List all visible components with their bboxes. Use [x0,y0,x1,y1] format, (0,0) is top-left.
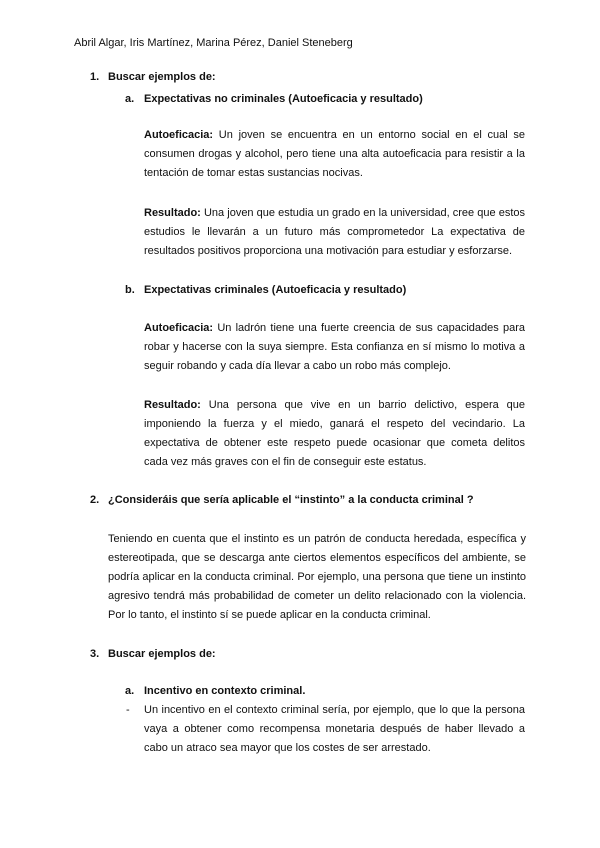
section-1b-title: Expectativas criminales (Autoeficacia y resultado) [144,284,407,296]
section-1a-title: Expectativas no criminales (Autoeficacia y resultado) [144,93,423,105]
section-1-title: Buscar ejemplos de: [108,71,216,83]
autoeficacia-text: Un ladrón tiene una fuerte creencia de sus capacidades para robar y hacerse con la suya siempre. Esta confianza en sí mismo lo motiva a seguir robando y cada día llevar a cabo un robo más complejo. [144,322,525,372]
section-1b-resultado-paragraph [144,396,525,472]
section-1b-autoeficacia-paragraph [144,319,525,376]
section-3a-paragraph: Un incentivo en el contexto criminal sería, por ejemplo, que lo que la persona vaya a obtener como recompensa monetaria después de haber llevado a cabo un atraco sea mayor que los costes de ser arrestado. [144,704,525,754]
autoeficacia-label: Autoeficacia: [144,129,214,141]
section-2-number: 2. [90,494,100,506]
section-1a-autoeficacia-paragraph [144,126,525,183]
section-3a-letter: a. [125,685,135,697]
section-1a-letter: a. [125,93,135,105]
resultado-text: Una joven que estudia un grado en la universidad, cree que estos estudios le llevarán a un futuro más comprometedor La expectativa de resultados positivos proporciona una motivación para estudiar y esforzarse. [144,207,525,257]
section-3a-title: Incentivo en contexto criminal. [144,685,306,697]
resultado-text: Una persona que vive en un barrio delictivo, espera que imponiendo la fuerza y el miedo, ganará el respeto del vecindario. La expectativa de obtener este respeto puede ocasionar que cometa delitos cada vez más graves con el fin de conseguir este estatus. [144,399,526,468]
list-bullet-dash: - [126,704,130,716]
authors-header: Abril Algar, Iris Martínez, Marina Pérez, Daniel Steneberg [74,37,353,49]
section-1-number: 1. [90,71,100,83]
section-3-title: Buscar ejemplos de: [108,648,216,660]
section-1a-resultado-paragraph [144,204,525,261]
resultado-label: Resultado: [144,399,201,411]
resultado-label: Resultado: [144,207,201,219]
section-1b-letter: b. [125,284,135,296]
autoeficacia-text: Un joven se encuentra en un entorno social en el cual se consumen drogas y alcohol, pero tiene una alta autoeficacia para resistir a la tentación de tomar estas sustancias nocivas. [144,129,526,179]
autoeficacia-label: Autoeficacia: [144,322,214,334]
section-2-title: ¿Consideráis que sería aplicable el “instinto” a la conducta criminal ? [108,494,474,506]
section-2-paragraph: Teniendo en cuenta que el instinto es un patrón de conducta heredada, específica y estereotipada, que se descarga ante ciertos elementos específicos del ambiente, se podría aplicar en la conducta criminal. Por ejemplo, una persona que tiene un instinto agresivo tendrá más probabilidad de cometer un delito relacionado con la violencia. Por lo tanto, el instinto sí se puede aplicar en la conducta criminal. [108,533,526,621]
section-3-number: 3. [90,648,100,660]
